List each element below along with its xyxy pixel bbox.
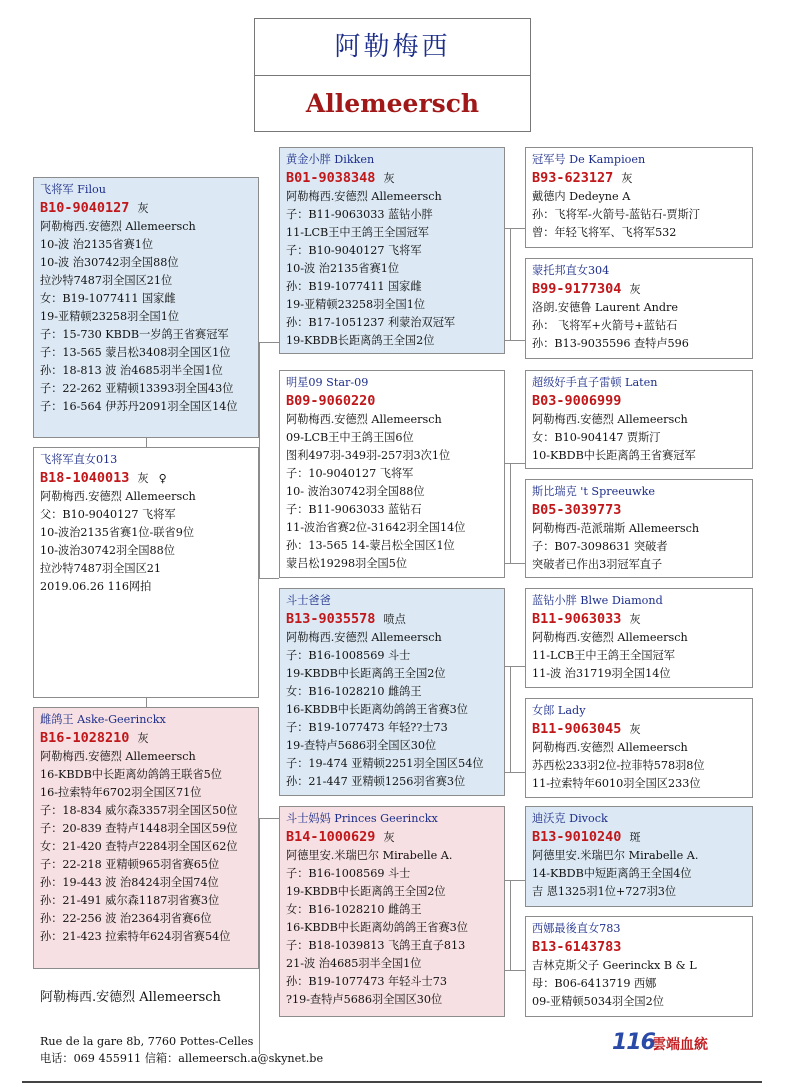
- pigeon-lines: [286, 847, 498, 1009]
- pigeon-name: 斯比瑞克 't Spreeuwke: [532, 485, 656, 498]
- ring-row: [286, 828, 498, 847]
- pigeon-record-line: 孙：13-565 14-蒙吕松全国区1位: [286, 539, 455, 552]
- ring-number: B05-3039773: [532, 502, 622, 518]
- pigeon-record-line: 拉沙特7487羽全国区21位: [40, 274, 173, 287]
- pigeon-record-line: 子：B10-9040127 飞将军: [286, 244, 422, 257]
- pigeon-record-line: 10-波治2135省赛1位-联省9位: [40, 526, 195, 539]
- pigeon-name: 超级好手直子雷顿 Laten: [532, 376, 658, 389]
- pigeon-record-line: 19-亚精顿23258羽全国1位: [40, 310, 180, 323]
- address-line: Rue de la gare 8b, 7760 Pottes-Celles: [40, 1035, 254, 1048]
- pigeon-card-subject: [33, 177, 259, 438]
- connector-line: [259, 818, 279, 819]
- pigeon-color: 灰: [383, 831, 395, 844]
- connector-line: [510, 666, 511, 772]
- pigeon-color: 灰: [629, 283, 641, 296]
- pigeon-record-line: 19-KBDB中长距离鸽王全国2位: [286, 885, 446, 898]
- connector-line: [505, 880, 525, 881]
- pigeon-record-line: 吉 恩1325羽1位+727羽3位: [532, 885, 677, 898]
- connector-line: [505, 970, 525, 971]
- pigeon-lines: [40, 488, 252, 596]
- loft-name-english: Allemeersch: [305, 89, 480, 118]
- pigeon-card-sire-dam: [525, 258, 753, 359]
- pigeon-lines: [40, 218, 252, 416]
- pigeon-record-line: 10-波治30742羽全国88位: [40, 544, 175, 557]
- pigeon-record-line: 子：22-262 亚精顿13393羽全国43位: [40, 382, 234, 395]
- pigeon-record-line: 16-拉索特年6702羽全国区71位: [40, 786, 202, 799]
- loft-name-chinese: 阿勒梅西: [255, 19, 530, 76]
- pigeon-record-line: 子：B16-1008569 斗士: [286, 867, 411, 880]
- pigeon-record-line: 孙：21-447 亚精顿1256羽省赛3位: [286, 775, 466, 788]
- pigeon-lines: [532, 520, 746, 574]
- pigeon-lines: [532, 299, 746, 353]
- pigeon-name: 雌鸽王 Aske-Geerinckx: [40, 713, 166, 726]
- ring-number: B99-9177304: [532, 281, 622, 297]
- pigeon-name: 西娜最後直女783: [532, 922, 621, 935]
- pigeon-color: 斑: [629, 831, 641, 844]
- pigeon-record-line: 子：B19-1077473 年轻??士73: [286, 721, 448, 734]
- ring-row: [532, 280, 746, 299]
- pigeon-color: 灰: [629, 723, 641, 736]
- pigeon-lines: [286, 411, 498, 573]
- pigeon-record-line: 11-LCB王中王鸽王全国冠军: [286, 226, 429, 239]
- pigeon-record-line: 孙：18-813 波 治4685羽半全国1位: [40, 364, 223, 377]
- pigeon-record-line: 突破者已作出3羽冠军直子: [532, 558, 663, 571]
- pigeon-name: 蒙托邦直女304: [532, 264, 610, 277]
- pigeon-record-line: 10- 波治30742羽全国88位: [286, 485, 425, 498]
- pigeon-record-line: 女：B16-1028210 雌鸽王: [286, 903, 422, 916]
- ring-row: [40, 729, 252, 748]
- pigeon-record-line: 19-查特卢5686羽全国区30位: [286, 739, 437, 752]
- pigeon-color: 灰: [383, 172, 395, 185]
- pigeon-name: 黄金小胖 Dikken: [286, 153, 375, 166]
- pigeon-color: 灰: [137, 202, 149, 215]
- ring-row: [286, 392, 498, 411]
- pigeon-record-line: 10-波 治2135省赛1位: [40, 238, 154, 251]
- pigeon-card-divock: [525, 806, 753, 907]
- ring-number: B18-1040013: [40, 470, 130, 486]
- pigeon-sex: ♀: [158, 472, 167, 485]
- pigeon-record-line: 子：B18-1039813 飞鸽王直子813: [286, 939, 466, 952]
- pigeon-record-line: 子：20-839 查特卢1448羽全国区59位: [40, 822, 238, 835]
- pigeon-name: 飞将军 Filou: [40, 183, 106, 196]
- pigeon-record-line: 孙：21-423 拉索特年624羽省赛54位: [40, 930, 231, 943]
- ring-row: [40, 469, 252, 488]
- pigeon-record-line: 阿勒梅西.安德烈 Allemeersch: [286, 413, 442, 426]
- pigeon-lines: [286, 629, 498, 791]
- ring-number: B09-9060220: [286, 393, 376, 409]
- ring-number: B14-1000629: [286, 829, 376, 845]
- contact-block: [40, 1033, 323, 1067]
- pigeon-card-sina: [525, 916, 753, 1017]
- pigeon-name: 斗士爸爸: [286, 594, 331, 607]
- pigeon-record-line: 阿勒梅西.安德烈 Allemeersch: [532, 741, 688, 754]
- pigeon-record-line: 母：B06-6413719 西娜: [532, 977, 657, 990]
- pigeon-name: 明星09 Star-09: [286, 376, 369, 389]
- connector-line: [259, 818, 260, 1054]
- pigeon-record-line: 图利497羽-349羽-257羽3次1位: [286, 449, 451, 462]
- pigeon-record-line: 19-KBDB中长距离鸽王全国2位: [286, 667, 446, 680]
- pigeon-record-line: 10-波 治30742羽全国88位: [40, 256, 179, 269]
- pigeon-record-line: 子：19-474 亚精顿2251羽全国区54位: [286, 757, 484, 770]
- pigeon-record-line: 吉林克斯父子 Geerinckx B & L: [532, 959, 697, 972]
- pigeon-record-line: 女：B16-1028210 雌鸽王: [286, 685, 422, 698]
- pigeon-record-line: 子：22-218 亚精顿965羽省赛65位: [40, 858, 220, 871]
- pigeon-record-line: 阿勒梅西.安德烈 Allemeersch: [532, 413, 688, 426]
- pigeon-color: 灰: [137, 732, 149, 745]
- ring-row: [532, 392, 746, 411]
- pigeon-name: 女郎 Lady: [532, 704, 586, 717]
- pigeon-record-line: 子：15-730 KBDB一岁鸽王省赛冠军: [40, 328, 229, 341]
- pigeon-record-line: 孙：B17-1051237 利蒙治双冠军: [286, 316, 456, 329]
- contact-line: 电话：069 455911 信箱：allemeersch.a@skynet.be: [40, 1052, 324, 1065]
- pigeon-record-line: 女：B19-1077411 国家雌: [40, 292, 176, 305]
- ring-number: B11-9063033: [532, 611, 622, 627]
- ring-number: B03-9006999: [532, 393, 622, 409]
- pigeon-lines: [532, 629, 746, 683]
- connector-line: [259, 342, 260, 578]
- pigeon-lines: [532, 957, 746, 1011]
- connector-line: [505, 463, 525, 464]
- pigeon-record-line: 子：18-834 威尔森3357羽全国区50位: [40, 804, 238, 817]
- pigeon-record-line: 孙：22-256 波 治2364羽省赛6位: [40, 912, 212, 925]
- connector-line: [505, 228, 525, 229]
- connector-line: [505, 340, 525, 341]
- pigeon-card-sister: [33, 447, 259, 698]
- ring-number: B13-6143783: [532, 939, 622, 955]
- pigeon-record-line: 女：21-420 查特卢2284羽全国区62位: [40, 840, 238, 853]
- pigeon-record-line: 09-亚精顿5034羽全国2位: [532, 995, 664, 1008]
- connector-line: [505, 772, 525, 773]
- pigeon-record-line: 女：B10-904147 贾斯汀: [532, 431, 661, 444]
- pigeon-record-line: 21-波 治4685羽半全国1位: [286, 957, 422, 970]
- pigeon-color: 灰: [621, 172, 633, 185]
- pedigree-header: [254, 18, 531, 132]
- pigeon-card-queen: [33, 707, 259, 969]
- pigeon-record-line: 孙：B19-1077473 年轻斗士73: [286, 975, 447, 988]
- pigeon-record-line: 父：B10-9040127 飞将军: [40, 508, 176, 521]
- ring-number: B10-9040127: [40, 200, 130, 216]
- pigeon-record-line: 子：B07-3098631 突破者: [532, 540, 668, 553]
- pigeon-record-line: 孙：B13-9035596 查特卢596: [532, 337, 689, 350]
- ring-row: [532, 501, 746, 520]
- ring-row: [286, 169, 498, 188]
- pigeon-record-line: 11-LCB王中王鸽王全国冠军: [532, 649, 675, 662]
- pigeon-record-line: 阿勒梅西.安德烈 Allemeersch: [40, 220, 196, 233]
- connector-line: [505, 563, 525, 564]
- pigeon-record-line: 阿勒梅西.安德烈 Allemeersch: [532, 631, 688, 644]
- pigeon-card-fighter-mother: [279, 806, 505, 1017]
- pigeon-record-line: 11-拉索特年6010羽全国区233位: [532, 777, 701, 790]
- pigeon-record-line: 阿德里安.米瑞巴尔 Mirabelle A.: [532, 849, 699, 862]
- connector-line: [146, 698, 147, 707]
- pigeon-record-line: 孙：19-443 波 治8424羽全国74位: [40, 876, 219, 889]
- ring-number: B13-9010240: [532, 829, 622, 845]
- pigeon-record-line: 子：16-564 伊苏丹2091羽全国区14位: [40, 400, 238, 413]
- pigeon-card-blue-diamond: [525, 588, 753, 688]
- pigeon-lines: [532, 188, 746, 242]
- bottom-divider: [22, 1081, 762, 1083]
- ring-row: [532, 169, 746, 188]
- pigeon-record-line: 19-KBDB长距离鸽王全国2位: [286, 334, 435, 347]
- pigeon-color: 喷点: [383, 613, 406, 626]
- ring-row: [532, 610, 746, 629]
- connector-line: [505, 666, 525, 667]
- pigeon-record-line: 拉沙特7487羽全国区21: [40, 562, 162, 575]
- connector-line: [510, 880, 511, 970]
- pigeon-record-line: 阿勒梅西.安德烈 Allemeersch: [40, 490, 196, 503]
- pigeon-record-line: 戴德内 Dedeyne A: [532, 190, 631, 203]
- pigeon-name: 飞将军直女013: [40, 453, 118, 466]
- ring-row: [532, 828, 746, 847]
- pigeon-record-line: 阿勒梅西-范派瑞斯 Allemeersch: [532, 522, 700, 535]
- connector-line: [259, 578, 279, 579]
- ring-row: [286, 610, 498, 629]
- pigeon-name: 蓝钻小胖 Blwe Diamond: [532, 594, 663, 607]
- pigeon-lines: [532, 411, 746, 465]
- pigeon-record-line: 曾：年轻飞将军、飞将军532: [532, 226, 677, 239]
- pigeon-record-line: 阿勒梅西.安德烈 Allemeersch: [286, 631, 442, 644]
- pigeon-record-line: 蒙吕松19298羽全国5位: [286, 557, 408, 570]
- pigeon-record-line: 孙： 飞将军+火箭号+蓝钻石: [532, 319, 678, 332]
- pigeon-record-line: 子：B16-1008569 斗士: [286, 649, 411, 662]
- pigeon-record-line: 14-KBDB中短距离鸽王全国4位: [532, 867, 692, 880]
- connector-line: [146, 438, 147, 447]
- pigeon-record-line: 16-KBDB中长距离幼鸽鸽王联省5位: [40, 768, 222, 781]
- pigeon-lines: [532, 739, 746, 793]
- pigeon-lines: [40, 748, 252, 946]
- pigeon-card-sire: [279, 147, 505, 354]
- pigeon-record-line: 11-波治省赛2位-31642羽全国14位: [286, 521, 466, 534]
- breeder-name: 阿勒梅西.安德烈 Allemeersch: [40, 990, 221, 1005]
- pigeon-color: 灰: [137, 472, 149, 485]
- pigeon-card-fighter-father: [279, 588, 505, 796]
- ring-number: B93-623127: [532, 170, 614, 186]
- pigeon-record-line: 11-波 治31719羽全国14位: [532, 667, 671, 680]
- pigeon-record-line: 阿德里安.米瑞巴尔 Mirabelle A.: [286, 849, 453, 862]
- pigeon-name: 冠军号 De Kampioen: [532, 153, 646, 166]
- site-logo: [612, 1030, 722, 1056]
- pigeon-card-dam: [279, 370, 505, 578]
- pigeon-record-line: 苏西松233羽2位-拉菲特578羽8位: [532, 759, 705, 772]
- pigeon-lines: [532, 847, 746, 901]
- pigeon-record-line: 子：B11-9063033 蓝钻小胖: [286, 208, 433, 221]
- connector-line: [510, 228, 511, 340]
- pigeon-record-line: 16-KBDB中长距离幼鸽鸽王省赛3位: [286, 921, 468, 934]
- pigeon-color: 灰: [629, 613, 641, 626]
- pigeon-record-line: 子：B11-9063033 蓝钻石: [286, 503, 422, 516]
- pigeon-record-line: 孙：21-491 威尔森1187羽省赛3位: [40, 894, 220, 907]
- ring-number: B01-9038348: [286, 170, 376, 186]
- pigeon-record-line: 子：10-9040127 飞将军: [286, 467, 414, 480]
- pigeon-record-line: 10-KBDB中长距离鸽王省赛冠军: [532, 449, 696, 462]
- ring-number: B13-9035578: [286, 611, 376, 627]
- pigeon-card-dam-sire: [525, 370, 753, 469]
- pigeon-record-line: 09-LCB王中王鸽王国6位: [286, 431, 414, 444]
- pigeon-name: 迪沃克 Divock: [532, 812, 608, 825]
- pigeon-record-line: 16-KBDB中长距离幼鸽鸽王省赛3位: [286, 703, 468, 716]
- ring-number: B16-1028210: [40, 730, 130, 746]
- pigeon-card-sire-sire: [525, 147, 753, 248]
- pigeon-card-lady: [525, 698, 753, 798]
- pigeon-record-line: 10-波 治2135省赛1位: [286, 262, 400, 275]
- pigeon-record-line: 子：13-565 蒙吕松3408羽全国区1位: [40, 346, 231, 359]
- pigeon-record-line: 洛朗.安德鲁 Laurent Andre: [532, 301, 678, 314]
- pigeon-lines: [286, 188, 498, 350]
- pigeon-record-line: 2019.06.26 116网拍: [40, 580, 152, 593]
- pigeon-card-dam-dam: [525, 479, 753, 578]
- pigeon-record-line: 19-亚精顿23258羽全国1位: [286, 298, 426, 311]
- connector-line: [510, 463, 511, 563]
- connector-line: [259, 342, 279, 343]
- logo-number: 116: [612, 1030, 655, 1055]
- logo-text: 雲端血統: [652, 1037, 708, 1053]
- pigeon-record-line: 阿勒梅西.安德烈 Allemeersch: [286, 190, 442, 203]
- pigeon-record-line: 阿勒梅西.安德烈 Allemeersch: [40, 750, 196, 763]
- pigeon-record-line: 孙：B19-1077411 国家雌: [286, 280, 422, 293]
- ring-row: [532, 938, 746, 957]
- pigeon-record-line: ?19-查特卢5686羽全国区30位: [286, 993, 443, 1006]
- pigeon-record-line: 孙：飞将军-火箭号-蓝钻石-贾斯汀: [532, 208, 700, 221]
- ring-row: [532, 720, 746, 739]
- ring-row: [40, 199, 252, 218]
- pigeon-name: 斗士妈妈 Princes Geerinckx: [286, 812, 438, 825]
- ring-number: B11-9063045: [532, 721, 622, 737]
